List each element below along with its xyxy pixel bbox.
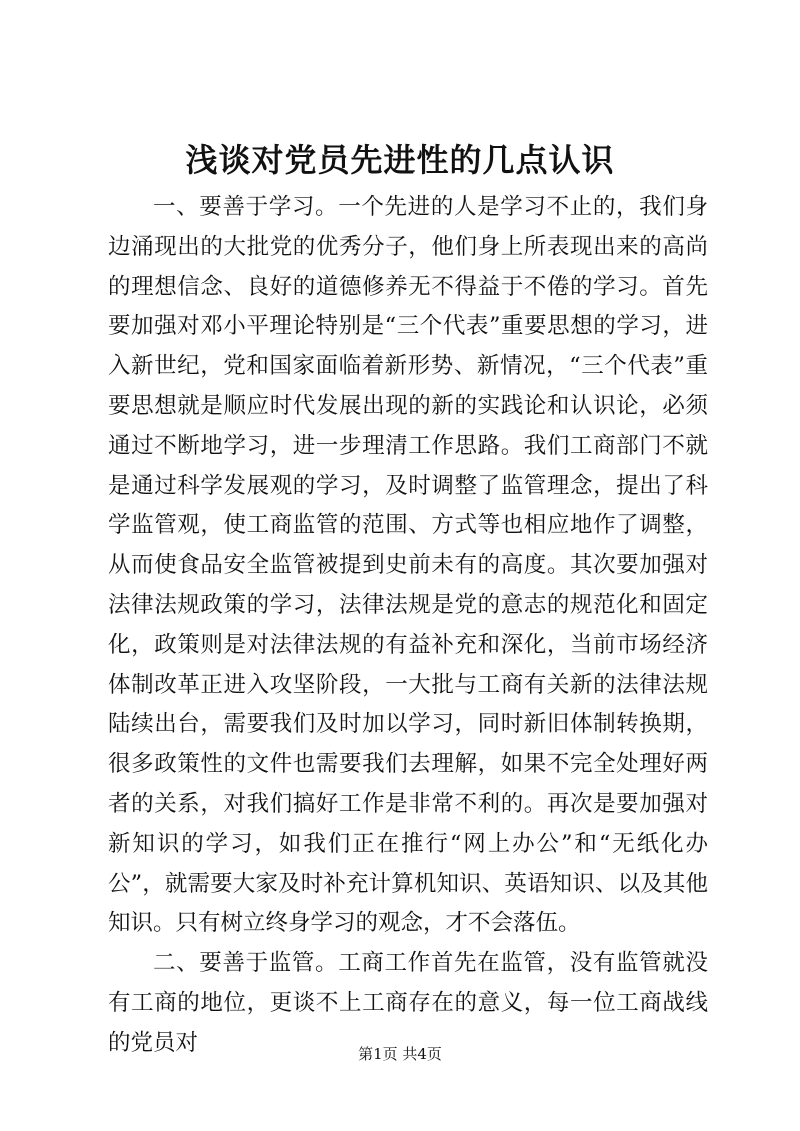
paragraph-1: 一、要善于学习。一个先进的人是学习不止的，我们身边涌现出的大批党的优秀分子，他们身上所表现出来的高尚的理想信念、良好的道德修养无不得益于不倦的学习。首先要加强对邓小平理论特别是“三个代表”重要思想的学习，进入新世纪，党和国家面临着新形势、新情况，“三个代表”重要思想就是顺应时代发展出现的新的实践论和认识论，必须通过不断地学习，进一步理清工作思路。我们工商部门不就是通过科学发展观的学习，及时调整了监管理念，提出了科学监管观，使工商监管的范围、方式等也相应地作了调整，从而使食品安全监管被提到史前未有的高度。其次要加强对法律法规政策的学习，法律法规是党的意志的规范化和固定化，政策则是对法律法规的有益补充和深化，当前市场经济体制改革正进入攻坚阶段，一大批与工商有关新的法律法规陆续出台，需要我们及时加以学习，同时新旧体制转换期，很多政策性的文件也需要我们去理解，如果不完全处理好两者的关系，对我们搞好工作是非常不利的。再次是要加强对新知识的学习，如我们正在推行“网上办公”和“无纸化办公”，就需要大家及时补充计算机知识、英语知识、以及其他知识。只有树立终身学习的观念，才不会落伍。 <box>108 194 708 937</box>
page-title: 浅谈对党员先进性的几点认识 <box>185 141 615 179</box>
document-body <box>108 188 708 1064</box>
page-footer: 第1页 共4页 <box>358 1045 442 1063</box>
paragraph-2: 二、要善于监管。工商工作首先在监管，没有监管就没有工商的地位，更谈不上工商存在的意义，每一位工商战线的党员对 <box>108 950 708 1056</box>
